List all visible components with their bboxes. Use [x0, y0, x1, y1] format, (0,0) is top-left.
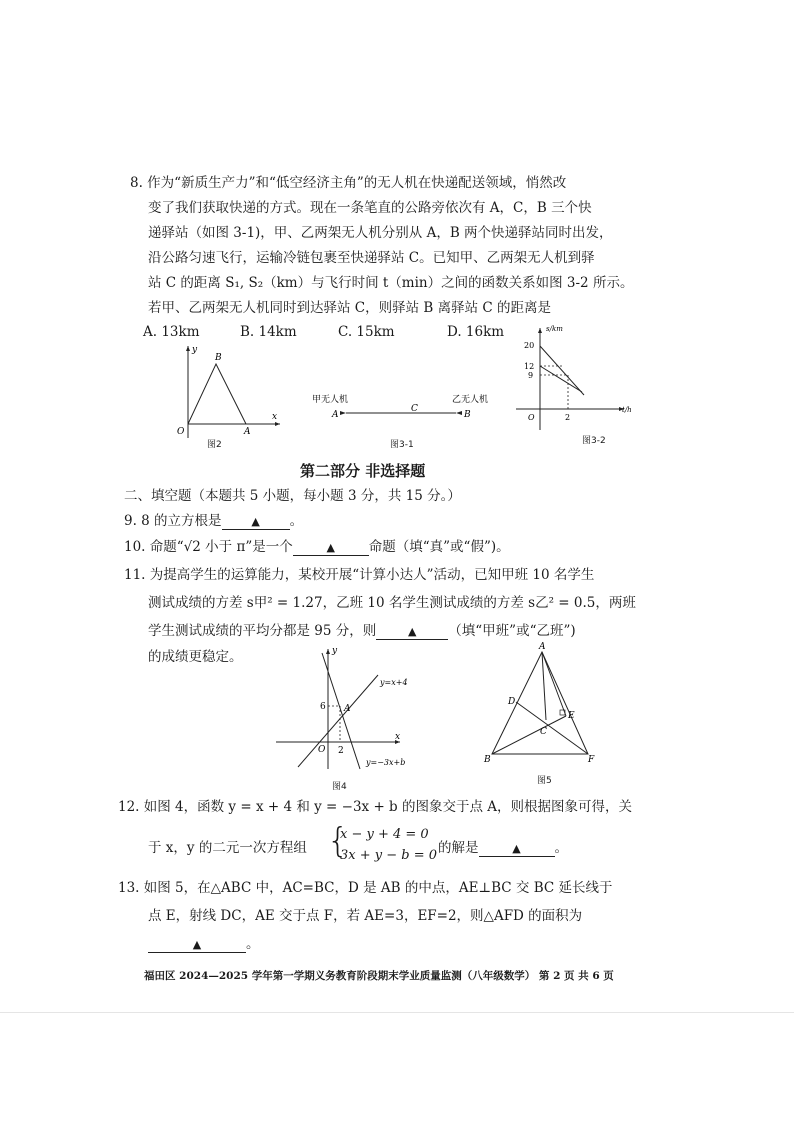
q11-line-2: 测试成绩的方差 s甲² = 1.27，乙班 10 名学生测试成绩的方差 s乙² = 0.5，两班: [148, 595, 636, 611]
q10-answer-blank[interactable]: ▲: [293, 541, 369, 556]
q9-answer-blank[interactable]: ▲: [222, 515, 290, 530]
q8-line-2: 变了我们获取快递的方式。现在一条笔直的公路旁依次有 A，C，B 三个快: [148, 200, 592, 216]
figure-3-1: [306, 390, 506, 430]
q12-answer-blank[interactable]: ▲: [479, 842, 555, 857]
q12-line-2-start: 于 x，y 的二元一次方程组: [148, 840, 307, 856]
fig32-tick-9: 9: [528, 371, 534, 380]
fig2-caption: 图2: [207, 440, 222, 450]
fig4-point-a: A: [344, 704, 351, 714]
q12-line-2-end: [438, 838, 568, 858]
fig32-x-label: t/h: [622, 406, 632, 414]
q11-line-3-end: （填“甲班”或“乙班”): [448, 623, 576, 639]
fig2-point-a: A: [244, 427, 251, 437]
question-9: [124, 511, 303, 531]
fig32-tick-2: 2: [565, 413, 571, 422]
fig31-point-c: C: [411, 404, 418, 414]
question-10: [124, 537, 510, 557]
page-divider: [0, 1012, 794, 1013]
fig32-tick-12: 12: [524, 362, 535, 371]
q11-answer-blank[interactable]: ▲: [376, 625, 448, 640]
q8-option-c: C. 15km: [338, 324, 395, 340]
figure-2: [172, 340, 287, 450]
fig2-triangle: [188, 364, 246, 424]
fig5-point-d: D: [508, 697, 516, 707]
fig5-outer: [492, 652, 588, 754]
fig4-caption: 图4: [332, 782, 347, 792]
figure-5: [480, 638, 600, 768]
fig32-origin: O: [528, 413, 535, 422]
page-footer: 福田区 2024—2025 学年第一学期义务教育阶段期末学业质量监测（八年级数学） 第 2 页 共 6 页: [144, 970, 614, 982]
q9-end: 。: [289, 513, 304, 529]
q13-line-2: 点 E，射线 DC，AE 交于点 F，若 AE=3，EF=2，则△AFD 的面积为: [148, 908, 583, 924]
fig4-tick-2: 2: [338, 746, 344, 756]
fig31-left-label: 甲无人机: [312, 395, 349, 405]
q13-line-3: [148, 934, 260, 954]
q13-line-1: 13. 如图 5，在△ABC 中，AC=BC，D 是 AB 的中点，AE⊥BC 交 BC 延长线于: [118, 880, 613, 896]
part-2-title: 第二部分 非选择题: [300, 462, 426, 480]
fig4-y-label: y: [332, 646, 338, 656]
q8-line-5: 站 C 的距离 S₁, S₂（km）与飞行时间 t（min）之间的函数关系如图 3-2 所示。: [148, 275, 634, 291]
fig32-caption: 图3-2: [582, 436, 606, 446]
q8-line-4: 沿公路匀速飞行，运输冷链包裹至快递驿站 C。已知甲、乙两架无人机到驿: [148, 250, 595, 266]
q8-option-b: B. 14km: [240, 324, 297, 340]
fig2-origin: O: [177, 427, 185, 437]
q12-brace: {: [327, 821, 349, 861]
fig5-caption: 图5: [537, 776, 552, 786]
q12-end: 。: [554, 840, 568, 856]
fig2-point-b: B: [215, 353, 222, 363]
q8-line-6: 若甲、乙两架无人机同时到达驿站 C，则驿站 B 离驿站 C 的距离是: [148, 300, 552, 316]
q12-line-1: 12. 如图 4，函数 y = x + 4 和 y = −3x + b 的图象交于点 A，则根据图象可得，关: [118, 799, 633, 815]
q9-text: 9. 8 的立方根是: [124, 513, 222, 529]
q13-answer-blank[interactable]: ▲: [148, 938, 246, 953]
q10-sqrt: √2: [183, 539, 201, 555]
fig5-line-df: [516, 702, 588, 754]
fig5-line-be: [492, 716, 566, 754]
q11-line-1: 11. 为提高学生的运算能力，某校开展“计算小达人”活动，已知甲班 10 名学生: [124, 567, 595, 583]
fig31-point-b: B: [464, 410, 471, 420]
q10-text-mid: 小于 π”是一个: [200, 539, 293, 555]
fig4-x-label: x: [395, 732, 401, 742]
q11-line-4: 的成绩更稳定。: [148, 649, 243, 665]
fig31-point-a: A: [332, 410, 339, 420]
fig2-x-label: x: [272, 412, 278, 422]
q10-text-end: 命题（填“真”或“假”)。: [368, 539, 510, 555]
fig5-point-c: C: [540, 727, 547, 737]
figure-3-2: [512, 320, 642, 440]
fig4-origin: O: [318, 745, 326, 755]
fig5-point-f: F: [588, 755, 595, 765]
fig32-tick-20: 20: [524, 341, 535, 350]
fig4-line-2-label: y=−3x+b: [366, 758, 406, 767]
q8-line-1: 8. 作为“新质生产力”和“低空经济主角”的无人机在快递配送领域，悄然改: [130, 175, 567, 191]
q8-option-d: D. 16km: [447, 324, 505, 340]
fig4-line-1-label: y=x+4: [380, 678, 408, 687]
q12-equation-1: x − y + 4 = 0: [340, 827, 429, 842]
section-2-heading: 二、填空题（本题共 5 小题，每小题 3 分，共 15 分。）: [124, 488, 461, 504]
q8-line-3: 递驿站（如图 3-1)，甲、乙两架无人机分别从 A，B 两个快递驿站同时出发，: [148, 225, 613, 241]
fig31-caption: 图3-1: [390, 440, 414, 450]
q10-text-start: 10. 命题“: [124, 539, 184, 555]
fig5-point-e: E: [568, 711, 575, 721]
fig2-y-label: y: [192, 345, 198, 355]
q13-end: 。: [246, 936, 260, 952]
fig31-right-label: 乙无人机: [452, 395, 489, 405]
figure-4: [270, 645, 420, 775]
fig4-tick-6: 6: [320, 702, 326, 712]
q12-equation-2: 3x + y − b = 0: [340, 848, 438, 863]
fig32-y-label: s/km: [546, 325, 563, 333]
q8-option-a: A. 13km: [143, 324, 200, 340]
fig5-point-a: A: [539, 642, 546, 652]
q12-after-text: 的解是: [438, 840, 479, 856]
fig5-point-b: B: [484, 755, 491, 765]
q11-line-3-start: 学生测试成绩的平均分都是 95 分，则: [148, 623, 377, 639]
